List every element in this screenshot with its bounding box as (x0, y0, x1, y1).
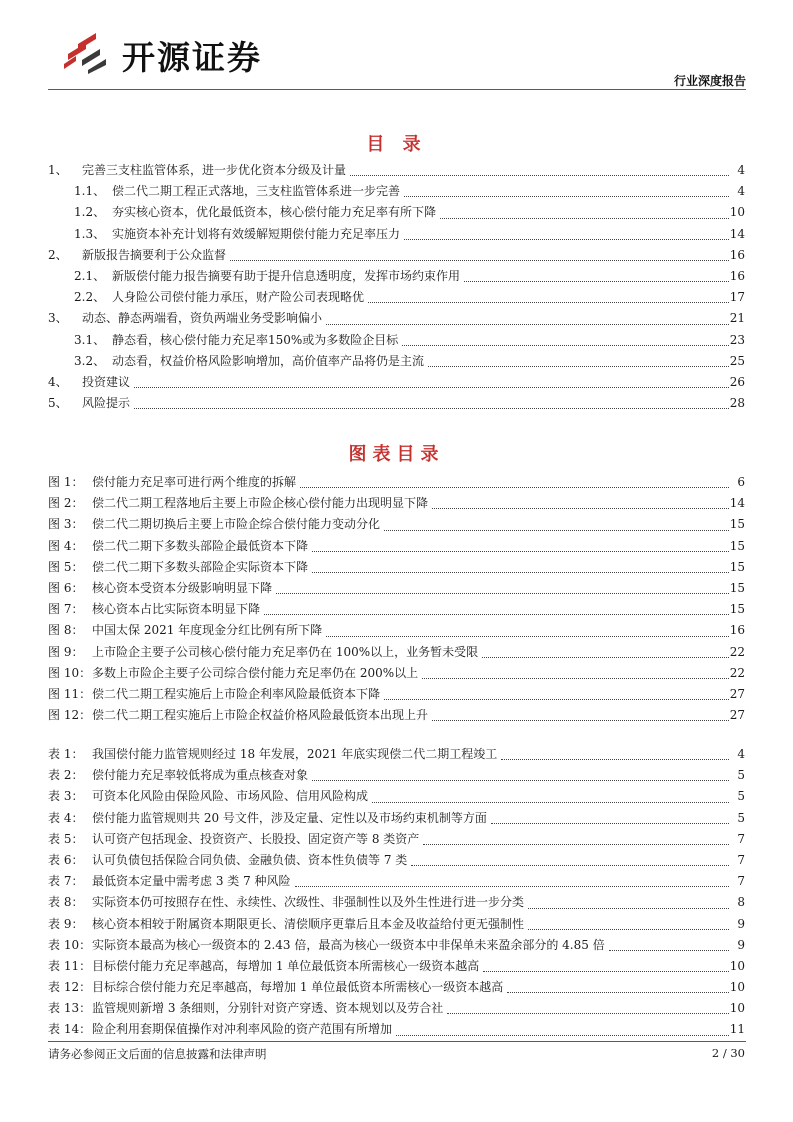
toc-entry[interactable] (48, 557, 745, 578)
toc-entry[interactable] (48, 956, 745, 977)
toc-entry-label (74, 351, 424, 372)
toc-entry-label (48, 578, 272, 599)
toc-leader-dots (423, 844, 729, 845)
toc-entry-page: 8 (737, 895, 745, 910)
toc-entry-page: 4 (737, 184, 745, 199)
toc-leader-dots (312, 551, 729, 552)
toc-entry-page: 11 (729, 1022, 745, 1037)
toc-entry-label (74, 287, 364, 308)
toc-entry-number: 图 12： (48, 708, 92, 723)
toc-entry[interactable] (48, 808, 745, 829)
toc-entry-text: 动态看，权益价格风险影响增加，高价值率产品将仍是主流 (112, 353, 425, 368)
toc-leader-dots (295, 886, 729, 887)
toc-entry-label (74, 266, 460, 287)
toc-entry-number: 2.1、 (74, 268, 106, 283)
toc-entry-page: 17 (729, 290, 745, 305)
toc-leader-dots (372, 802, 729, 803)
toc-entry-label (48, 786, 368, 807)
toc-entry-text: 静态看，核心偿付能力充足率150%或为多数险企目标 (112, 332, 399, 347)
toc-entry[interactable] (48, 472, 745, 493)
toc-entry-page: 14 (729, 496, 745, 511)
toc-entry-label (48, 1019, 392, 1040)
toc-entry[interactable] (48, 287, 745, 308)
toc-entry-text: 认可负债包括保险合同负债、金融负债、资本性负债等 7 类 (92, 852, 408, 867)
toc-entry-label (48, 808, 487, 829)
toc-entry-text: 实施资本补充计划将有效缓解短期偿付能力充足率压力 (112, 226, 401, 241)
toc-entry-page: 15 (729, 538, 745, 553)
toc-entry-page: 15 (729, 580, 745, 595)
toc-entry-label (48, 956, 479, 977)
toc-entry-text: 新版偿付能力报告摘要有助于提升信息透明度，发挥市场约束作用 (112, 268, 461, 283)
toc-entry[interactable] (48, 266, 745, 287)
toc-entry-label (48, 935, 605, 956)
toc-entry-page: 15 (729, 602, 745, 617)
toc-leader-dots (326, 636, 729, 637)
toc-entry-number: 3.2、 (74, 353, 106, 368)
toc-entry[interactable] (48, 224, 745, 245)
toc-leader-dots (447, 1013, 729, 1014)
toc-entry-text: 偿二代二期下多数头部险企实际资本下降 (92, 559, 309, 574)
toc-entry[interactable] (48, 850, 745, 871)
toc-entry-number: 表 10： (48, 937, 92, 952)
toc-entry-text: 核心资本受资本分级影响明显下降 (92, 580, 273, 595)
toc-entry-number: 5、 (48, 396, 68, 411)
toc-entry-number: 图 9： (48, 644, 84, 659)
toc-leader-dots (230, 260, 729, 261)
toc-entry-label (48, 642, 478, 663)
toc-entry-page: 10 (729, 1001, 745, 1016)
toc-entry-number: 2.2、 (74, 290, 106, 305)
toc-entry-page: 7 (737, 852, 745, 867)
toc-entry-page: 10 (729, 980, 745, 995)
page-header (48, 22, 746, 86)
toc-entry[interactable] (48, 892, 745, 913)
toc-entry-number: 2、 (48, 247, 68, 262)
toc-leader-dots (411, 865, 729, 866)
toc-entry[interactable] (48, 351, 745, 372)
toc-entry-number: 图 8： (48, 623, 84, 638)
figures-list (48, 472, 745, 726)
toc-entry[interactable] (48, 829, 745, 850)
toc-entry-text: 偿二代二期工程正式落地，三支柱监管体系进一步完善 (112, 184, 401, 199)
toc-entry-label (48, 914, 524, 935)
toc-entry-label (48, 705, 428, 726)
toc-leader-dots (326, 324, 729, 325)
toc-entry[interactable] (48, 514, 745, 535)
toc-entry-page: 5 (737, 768, 745, 783)
toc-entry-number: 表 13： (48, 1001, 92, 1016)
toc-entry-text: 偿二代二期下多数头部险企最低资本下降 (92, 538, 309, 553)
toc-entry[interactable] (48, 871, 745, 892)
toc-entry-text: 我国偿付能力监管规则经过 18 年发展，2021 年底实现偿二代二期工程竣工 (92, 747, 498, 761)
header-divider (48, 89, 746, 90)
toc-entry-label (48, 998, 443, 1019)
toc-leader-dots (440, 218, 729, 219)
toc-entry[interactable] (48, 705, 745, 726)
toc-entry-label (48, 599, 260, 620)
toc-entry-label (48, 514, 380, 535)
toc-entry[interactable] (48, 599, 745, 620)
toc-entry-page: 10 (729, 205, 745, 220)
toc-entry[interactable] (48, 393, 745, 414)
toc-entry-number: 表 12： (48, 980, 92, 995)
toc-leader-dots (134, 408, 729, 409)
toc-leader-dots (404, 196, 729, 197)
toc-entry[interactable] (48, 536, 745, 557)
toc-entry-number: 表 4： (48, 810, 84, 825)
toc-entry[interactable] (48, 578, 745, 599)
toc-leader-dots (528, 908, 729, 909)
toc-entry-label (48, 620, 322, 641)
toc-leader-dots (528, 929, 729, 930)
toc-entry-number: 4、 (48, 374, 68, 389)
toc-entry-text: 夯实核心资本，优化最低资本，核心偿付能力充足率有所下降 (112, 205, 437, 220)
toc-entry-number: 图 5： (48, 559, 84, 574)
toc-entry-page: 23 (729, 332, 745, 347)
toc-entry-page: 22 (729, 665, 745, 680)
toc-entry-text: 偿付能力充足率可进行两个维度的拆解 (92, 475, 297, 489)
toc-entry-number: 1.2、 (74, 205, 106, 220)
toc-entry-label (48, 245, 226, 266)
toc-leader-dots (432, 720, 729, 721)
toc-entry-page: 15 (729, 517, 745, 532)
toc-entry[interactable] (48, 935, 745, 956)
toc-entry-label (48, 977, 503, 998)
toc-entry-text: 最低资本定量中需考虑 3 类 7 种风险 (92, 874, 291, 889)
toc-entry[interactable] (48, 998, 745, 1019)
toc-entry-text: 多数上市险企主要子公司综合偿付能力充足率仍在 200%以上 (92, 665, 419, 680)
toc-entry[interactable] (48, 330, 745, 351)
toc-entry[interactable] (48, 914, 745, 935)
toc-entry-number: 1.1、 (74, 184, 106, 199)
toc-entry-number: 图 3： (48, 517, 84, 532)
toc-entry-number: 图 6： (48, 580, 84, 595)
toc-entry-page: 28 (729, 396, 745, 411)
toc-entry-page: 7 (737, 831, 745, 846)
toc-entry-text: 目标综合偿付能力充足率越高，每增加 1 单位最低资本所需核心一级资本越高 (92, 980, 504, 995)
toc-entry-label (74, 330, 398, 351)
toc-entry-text: 目标偿付能力充足率越高，每增加 1 单位最低资本所需核心一级资本越高 (92, 958, 480, 973)
toc-leader-dots (396, 1035, 729, 1036)
toc-entry-label (48, 684, 380, 705)
toc-leader-dots (432, 508, 729, 509)
toc-entry-label (48, 493, 428, 514)
toc-entry-page: 21 (729, 311, 745, 326)
toc-entry-page: 14 (729, 226, 745, 241)
toc-entry-number: 3.1、 (74, 332, 106, 347)
toc-entry[interactable] (48, 160, 745, 181)
footer-divider (48, 1041, 746, 1042)
toc-entry-label (48, 160, 346, 181)
toc-entry-page: 4 (737, 747, 745, 761)
toc-entry-page: 5 (737, 810, 745, 825)
toc-entry-label (74, 202, 436, 223)
toc-entry-number: 表 14： (48, 1022, 92, 1037)
toc-entry-number: 图 1： (48, 475, 84, 489)
toc-entry-number: 3、 (48, 311, 68, 326)
toc-entry-number: 图 11： (48, 686, 92, 701)
toc-entry-label (48, 892, 524, 913)
toc-entry-number: 图 10： (48, 665, 92, 680)
toc-leader-dots (404, 239, 729, 240)
toc-entry-page: 25 (729, 353, 745, 368)
figures-title: 图表目录 (348, 444, 445, 465)
toc-entry-label (74, 224, 400, 245)
toc-entry-text: 动态、静态两端看，资负两端业务受影响偏小 (82, 311, 323, 326)
toc-entry-label (48, 744, 497, 765)
footer-disclaimer: 请务必参阅正文后面的信息披露和法律声明 (48, 1047, 267, 1061)
toc-entry-number: 表 3： (48, 789, 84, 804)
toc-leader-dots (312, 780, 729, 781)
toc-entry-page: 4 (737, 163, 745, 177)
toc-entry-label (48, 308, 322, 329)
toc-entry-label (48, 536, 308, 557)
toc-leader-dots (384, 699, 729, 700)
toc-entry-page: 7 (737, 874, 745, 889)
toc-entry-text: 新版报告摘要利于公众监督 (82, 247, 227, 262)
toc-entry[interactable] (48, 372, 745, 393)
toc-leader-dots (609, 950, 729, 951)
toc-entry-page: 22 (729, 644, 745, 659)
toc-entry[interactable] (48, 202, 745, 223)
toc-leader-dots (491, 823, 729, 824)
toc-entry-number: 1、 (48, 163, 68, 177)
toc-entry-text: 投资建议 (82, 374, 131, 389)
report-type-label: 行业深度报告 (673, 74, 746, 88)
toc-entry-label (48, 557, 308, 578)
toc-leader-dots (507, 992, 729, 993)
toc-entry-number: 图 7： (48, 602, 84, 617)
toc-entry-page: 5 (737, 789, 745, 804)
toc-entry[interactable] (48, 663, 745, 684)
toc-entry-label (48, 472, 296, 493)
toc-entry-text: 偿付能力监管规则共 20 号文件，涉及定量、定性以及市场约束机制等方面 (92, 810, 487, 825)
toc-entry-text: 认可资产包括现金、投资资产、长股投、固定资产等 8 类资产 (92, 831, 420, 846)
toc-entry-label (74, 181, 400, 202)
toc-leader-dots (483, 971, 729, 972)
toc-entry-text: 监管规则新增 3 条细则，分别针对资产穿透、资本规划以及劳合社 (92, 1001, 444, 1016)
toc-entry-page: 10 (729, 958, 745, 973)
toc-entry-label (48, 850, 407, 871)
toc-entry-text: 险企利用套期保值操作对冲利率风险的资产范围有所增加 (92, 1022, 393, 1037)
toc-entry[interactable] (48, 181, 745, 202)
toc-entry[interactable] (48, 1019, 745, 1040)
toc-leader-dots (464, 281, 729, 282)
toc-entry-text: 偿付能力充足率较低将成为重点核查对象 (92, 768, 309, 783)
toc-entry-text: 上市险企主要子公司核心偿付能力充足率仍在 100%以上，业务暂未受限 (92, 644, 479, 659)
toc-entry[interactable] (48, 744, 745, 765)
toc-entry-number: 1.3、 (74, 226, 106, 241)
toc-leader-dots (134, 387, 729, 388)
toc-leader-dots (402, 345, 729, 346)
toc-entry-text: 完善三支柱监管体系，进一步优化资本分级及计量 (82, 163, 347, 177)
toc-entry-number: 表 9： (48, 916, 84, 931)
toc-entry-text: 偿二代二期工程实施后上市险企利率风险最低资本下降 (92, 686, 381, 701)
toc-entry-label (48, 372, 130, 393)
toc-entry[interactable] (48, 684, 745, 705)
toc-leader-dots (300, 487, 729, 488)
toc-entry-text: 核心资本相较于附属资本期限更长、清偿顺序更靠后且本金及收益给付更无强制性 (92, 916, 525, 931)
toc-leader-dots (422, 678, 729, 679)
toc-entry-page: 16 (729, 623, 745, 638)
toc-entry[interactable] (48, 765, 745, 786)
toc-entry-text: 核心资本占比实际资本明显下降 (92, 602, 261, 617)
toc-entry-number: 表 1： (48, 747, 84, 761)
toc-entry-label (48, 765, 308, 786)
toc-entry[interactable] (48, 308, 745, 329)
toc-entry-text: 偿二代二期切换后主要上市险企综合偿付能力变动分化 (92, 517, 381, 532)
toc-entry[interactable] (48, 642, 745, 663)
toc-entry-page: 15 (729, 559, 745, 574)
toc-leader-dots (350, 175, 729, 176)
toc-entry-label (48, 663, 418, 684)
toc-entry-number: 表 7： (48, 874, 84, 889)
kaiyuan-logo-icon (62, 30, 110, 74)
tables-list (48, 744, 745, 1041)
toc-leader-dots (264, 614, 729, 615)
toc-entry-text: 偿二代二期工程实施后上市险企权益价格风险最低资本出现上升 (92, 708, 429, 723)
toc-entry-text: 可资本化风险由保险风险、市场风险、信用风险构成 (92, 789, 369, 804)
toc-entry-page: 9 (737, 916, 745, 931)
toc-entry-text: 风险提示 (82, 396, 131, 411)
toc-entry-text: 人身险公司偿付能力承压，财产险公司表现略优 (112, 290, 365, 305)
toc-entry-text: 偿二代二期工程落地后主要上市险企核心偿付能力出现明显下降 (92, 496, 429, 511)
toc-entry-text: 实际资本最高为核心一级资本的 2.43 倍，最高为核心一级资本中非保单未来盈余部分的 4.85 倍 (92, 937, 605, 952)
toc-entry-page: 26 (729, 374, 745, 389)
toc-entry-number: 表 8： (48, 895, 84, 910)
toc-entry-page: 9 (737, 937, 745, 952)
toc-leader-dots (368, 302, 729, 303)
toc-entry-label (48, 393, 130, 414)
page-number: 2 / 30 (711, 1046, 745, 1060)
toc-entry-page: 16 (729, 247, 745, 262)
toc-entry-label (48, 829, 419, 850)
toc-entry-number: 图 4： (48, 538, 84, 553)
toc-entry-page: 27 (729, 686, 745, 701)
toc-entry-number: 表 2： (48, 768, 84, 783)
toc-entry-page: 16 (729, 268, 745, 283)
toc-leader-dots (384, 530, 729, 531)
company-name: 开源证券 (122, 38, 262, 77)
toc-entry-label (48, 871, 291, 892)
toc-entry-text: 中国太保 2021 年度现金分红比例有所下降 (92, 623, 323, 638)
toc-leader-dots (312, 572, 729, 573)
toc-entry[interactable] (48, 493, 745, 514)
toc-leader-dots (482, 657, 729, 658)
toc-entry-page: 27 (729, 708, 745, 723)
toc-leader-dots (428, 366, 729, 367)
contents-title: 目 录 (366, 134, 427, 155)
toc-entry-page: 6 (737, 475, 745, 489)
toc-entry[interactable] (48, 245, 745, 266)
toc-leader-dots (501, 759, 729, 760)
toc-entry-number: 表 5： (48, 831, 84, 846)
toc-entry-number: 图 2： (48, 496, 84, 511)
toc-entry-number: 表 6： (48, 852, 84, 867)
toc-leader-dots (276, 593, 729, 594)
toc-entry[interactable] (48, 977, 745, 998)
contents-list (48, 160, 745, 414)
toc-entry[interactable] (48, 620, 745, 641)
toc-entry[interactable] (48, 786, 745, 807)
toc-entry-text: 实际资本仍可按照存在性、永续性、次级性、非强制性以及外生性进行进一步分类 (92, 895, 525, 910)
toc-entry-number: 表 11： (48, 958, 92, 973)
